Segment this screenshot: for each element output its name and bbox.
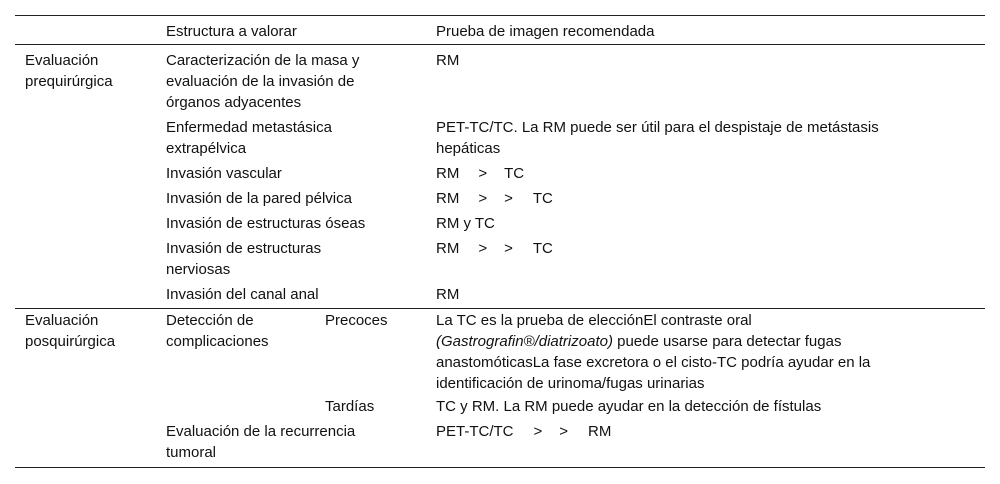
structure-cell: Evaluación de la recurrencia tumoral [166,423,356,461]
imaging-comparison: RM > > TC [436,190,553,207]
column-header-imaging: Prueba de imagen recomendada [436,23,655,40]
table-top-rule [15,15,985,16]
imaging-comparison: RM > > TC [436,240,553,257]
section-label-prequirurgica: Evaluación prequirúrgica [25,52,113,90]
imaging-cell: TC y RM. La RM puede ayudar en la detección de fístulas [436,398,822,415]
imaging-cell: La TC es la prueba de elecciónEl contraste oral (Gastrografin®/diatrizoato) puede usarse para detectar fugas anastomóticasLa fase excretora o el cisto-TC podría ayudar en la identificación de urinoma/fugas urinarias [436,312,871,392]
imaging-cell: RM [436,52,460,69]
section-divider-rule [15,308,985,309]
italic-contrast-name: (Gastrografin®/diatrizoato) [436,333,613,350]
header-bottom-rule [15,44,985,45]
imaging-cell: RM y TC [436,215,495,232]
structure-cell: Detección de complicaciones [166,312,269,350]
subtype-cell: Precoces [325,312,388,329]
imaging-cell: PET-TC/TC. La RM puede ser útil para el despistaje de metástasis hepáticas [436,119,879,157]
subtype-cell: Tardías [325,398,375,415]
imaging-comparison: RM > TC [436,165,525,182]
imaging-comparison: PET-TC/TC > > RM [436,423,612,440]
structure-cell: Enfermedad metastásica extrapélvica [166,119,332,157]
column-header-structure: Estructura a valorar [166,23,297,40]
table-bottom-rule [15,467,985,468]
structure-cell: Invasión de la pared pélvica [166,190,352,207]
structure-cell: Caracterización de la masa y evaluación de la invasión de órganos adyacentes [166,52,360,111]
structure-cell: Invasión de estructuras nerviosas [166,240,322,278]
imaging-cell: RM [436,286,460,303]
structure-cell: Invasión vascular [166,165,282,182]
structure-cell: Invasión del canal anal [166,286,319,303]
section-label-posquirurgica: Evaluación posquirúrgica [25,312,116,350]
structure-cell: Invasión de estructuras óseas [166,215,366,232]
